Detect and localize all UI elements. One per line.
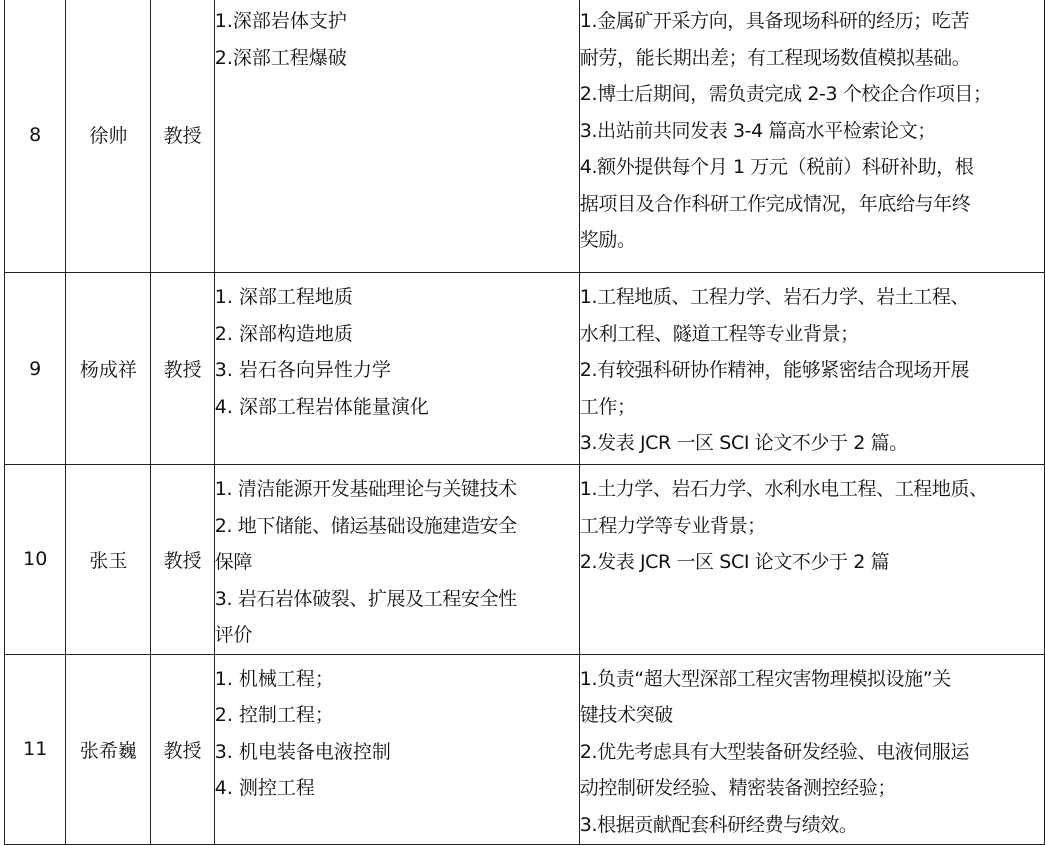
direction-line: 评价 [214, 624, 252, 646]
direction-line: 2. 深部构造地质 [214, 322, 353, 345]
direction-line: 1. 深部工程地质 [214, 286, 353, 308]
requirement-line: 据项目及合作科研工作完成情况，年底给与年终 [579, 192, 971, 215]
requirement-line: 键技术突破 [579, 704, 673, 726]
direction-line: 4. 测控工程 [214, 777, 315, 799]
requirements [579, 465, 1044, 655]
direction-line: 2.深部工程爆破 [214, 46, 347, 69]
requirement-line: 工程力学等专业背景； [579, 514, 766, 537]
supervisor-name: 徐帅 [66, 0, 151, 273]
requirement-line: 3.根据贡献配套科研经费与绩效。 [579, 813, 858, 836]
requirement-line: 3.发表 JCR 一区 SCI 论文不少于 2 篇。 [579, 432, 908, 454]
direction-line: 3. 机电装备电液控制 [214, 740, 391, 763]
requirement-line: 水利工程、隧道工程等专业背景； [579, 322, 859, 345]
direction-line: 3. 岩石各向异性力学 [214, 359, 391, 381]
requirement-line: 2.发表 JCR 一区 SCI 论文不少于 2 篇 [579, 551, 890, 573]
requirement-line: 2.有较强科研协作精神，能够紧密结合现场开展 [579, 359, 970, 381]
direction-line: 3. 岩石岩体破裂、扩展及工程安全性 [214, 587, 517, 610]
direction-line: 1.深部岩体支护 [214, 10, 347, 32]
requirement-line: 1.负责“超大型深部工程灾害物理模拟设施”关 [579, 667, 951, 690]
requirements [579, 273, 1044, 465]
table-row [5, 273, 1045, 465]
supervisor-name: 杨成祥 [66, 273, 151, 465]
requirement-line: 4.额外提供每个月 1 万元（税前）科研补助，根 [579, 156, 974, 178]
research-directions [214, 465, 579, 655]
supervisor-title: 教授 [151, 273, 214, 465]
requirement-line: 3.出站前共同发表 3-4 篇高水平检索论文； [579, 119, 936, 142]
row-number: 8 [5, 0, 66, 273]
direction-line: 2. 控制工程； [214, 704, 334, 726]
requirement-line: 1.工程地质、工程力学、岩石力学、岩土工程、 [579, 286, 970, 308]
row-number: 11 [5, 654, 66, 844]
supervisor-title: 教授 [151, 654, 214, 844]
research-directions [214, 273, 579, 465]
direction-line: 4. 深部工程岩体能量演化 [214, 395, 429, 418]
research-directions [214, 654, 579, 844]
direction-line: 保障 [214, 551, 252, 573]
postdoc-table [4, 0, 1045, 845]
direction-line: 1. 清洁能源开发基础理论与关键技术 [214, 478, 517, 500]
requirement-line: 工作； [579, 395, 636, 418]
requirement-line: 2.优先考虑具有大型装备研发经验、电液伺服运 [579, 740, 970, 763]
supervisor-name: 张玉 [66, 465, 151, 655]
requirement-line: 1.土力学、岩石力学、水利水电工程、工程地质、 [579, 478, 988, 500]
row-number: 10 [5, 465, 66, 655]
supervisor-title: 教授 [151, 0, 214, 273]
requirement-line: 2.博士后期间，需负责完成 2-3 个校企合作项目； [579, 83, 992, 105]
requirements [579, 0, 1044, 273]
direction-line: 1. 机械工程； [214, 667, 334, 690]
requirement-line: 1.金属矿开采方向，具备现场科研的经历；吃苦 [579, 10, 970, 32]
requirement-line: 耐劳，能长期出差；有工程现场数值模拟基础。 [579, 46, 971, 69]
supervisor-title: 教授 [151, 465, 214, 655]
requirement-line: 奖励。 [579, 229, 636, 251]
row-number: 9 [5, 273, 66, 465]
requirement-line: 动控制研发经验、精密装备测控经验； [579, 777, 896, 799]
table-row [5, 465, 1045, 655]
supervisor-name: 张希巍 [66, 654, 151, 844]
direction-line: 2. 地下储能、储运基础设施建造安全 [214, 514, 517, 537]
table-row [5, 0, 1045, 273]
requirements [579, 654, 1044, 844]
table-row [5, 654, 1045, 844]
research-directions [214, 0, 579, 273]
